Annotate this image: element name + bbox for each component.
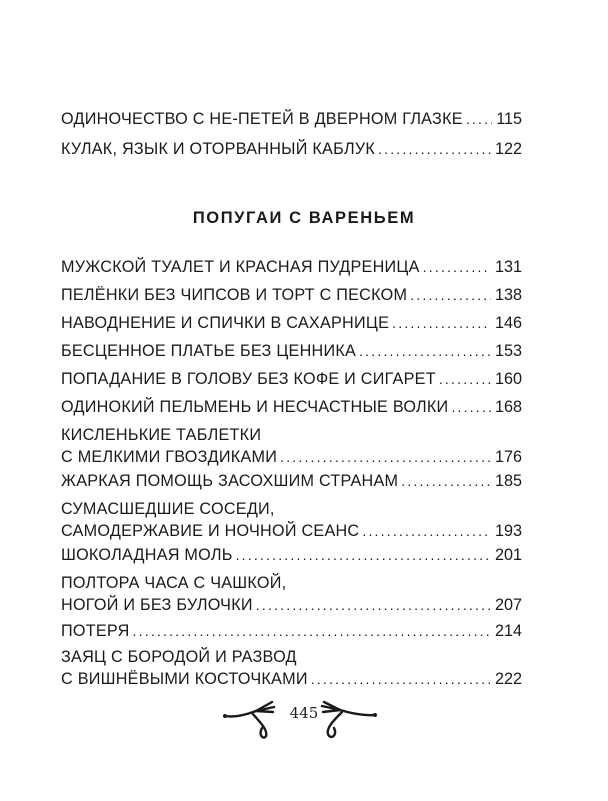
toc-entry <box>61 368 522 390</box>
toc-entry-page: 138 <box>494 286 522 304</box>
toc-entry-title: ПОЛТОРА ЧАСА С ЧАШКОЙ, <box>61 574 287 592</box>
toc-line <box>61 520 522 542</box>
dot-leader <box>378 138 491 160</box>
toc-line <box>61 284 522 306</box>
toc-entry-title: С МЕЛКИМИ ГВОЗДИКАМИ <box>61 448 278 466</box>
toc-entry-page: 176 <box>494 448 522 466</box>
dot-leader <box>280 446 491 468</box>
toc-entry <box>61 284 522 306</box>
toc-entry-title: НОГОЙ И БЕЗ БУЛОЧКИ <box>61 596 253 614</box>
toc-line <box>61 498 522 520</box>
fork-ornament-icon <box>222 692 280 742</box>
dot-leader <box>410 284 491 306</box>
dot-leader <box>451 396 491 418</box>
dot-leader <box>256 594 491 616</box>
toc-entry-title: ШОКОЛАДНАЯ МОЛЬ <box>61 546 233 564</box>
toc-entry-page: 153 <box>494 342 522 360</box>
toc-line <box>61 446 522 468</box>
toc-entry-title: ПОПАДАНИЕ В ГОЛОВУ БЕЗ КОФЕ И СИГАРЕТ <box>61 370 436 388</box>
fork-ornament-icon <box>318 692 378 742</box>
toc-line <box>61 646 522 668</box>
toc-entry-page: 115 <box>496 110 522 128</box>
toc-entry-title: БЕСЦЕННОЕ ПЛАТЬЕ БЕЗ ЦЕННИКА <box>61 342 357 360</box>
toc-line <box>61 340 522 362</box>
toc-entry-page: 185 <box>494 472 522 490</box>
toc-entry <box>61 312 522 334</box>
toc-entry-page: 168 <box>494 398 522 416</box>
page-number: 445 <box>289 704 319 722</box>
toc-entry-title: ПЕЛЁНКИ БЕЗ ЧИПСОВ И ТОРТ С ПЕСКОМ <box>61 286 408 304</box>
toc-entry-title: ОДИНОЧЕСТВО С НЕ-ПЕТЕЙ В ДВЕРНОМ ГЛАЗКЕ <box>61 110 463 128</box>
toc-entry-title: КИСЛЕНЬКИЕ ТАБЛЕТКИ <box>61 426 262 444</box>
toc-entry-page: 207 <box>494 596 522 614</box>
dot-leader <box>392 312 491 334</box>
toc-entry <box>61 340 522 362</box>
toc-entry-title: ЖАРКАЯ ПОМОЩЬ ЗАСОХШИМ СТРАНАМ <box>61 472 399 490</box>
toc-entry <box>61 498 522 542</box>
toc-line <box>61 572 522 594</box>
toc-entry <box>61 620 522 642</box>
toc-line <box>61 544 522 566</box>
toc-entry-page: 201 <box>494 546 522 564</box>
dot-leader <box>401 470 491 492</box>
toc-entry-title: МУЖСКОЙ ТУАЛЕТ И КРАСНАЯ ПУДРЕНИЦА <box>61 258 420 276</box>
toc-entry <box>61 470 522 492</box>
dot-leader <box>133 620 491 642</box>
toc-entry-page: 222 <box>494 670 522 688</box>
toc-entry-title: ЗАЯЦ С БОРОДОЙ И РАЗВОД <box>61 648 297 666</box>
toc-entry-title: С ВИШНЁВЫМИ КОСТОЧКАМИ <box>61 670 308 688</box>
toc-entry-page: 122 <box>494 140 522 158</box>
toc-entry <box>61 138 522 160</box>
toc-entry <box>61 256 522 278</box>
toc-entry-title: СУМАСШЕДШИЕ СОСЕДИ, <box>61 500 275 518</box>
toc-entry-title: САМОДЕРЖАВИЕ И НОЧНОЙ СЕАНС <box>61 522 360 540</box>
toc-entry <box>61 424 522 468</box>
dot-leader <box>236 544 491 566</box>
toc-entry-title: НАВОДНЕНИЕ И СПИЧКИ В САХАРНИЦЕ <box>61 314 390 332</box>
toc-entry <box>61 396 522 418</box>
dot-leader <box>466 108 492 130</box>
toc-entry <box>61 572 522 616</box>
toc-line <box>61 470 522 492</box>
toc-entry-page: 160 <box>494 370 522 388</box>
toc-entry <box>61 108 522 130</box>
toc-entry-page: 131 <box>494 258 522 276</box>
toc-line <box>61 424 522 446</box>
toc-line <box>61 368 522 390</box>
dot-leader <box>423 256 491 278</box>
toc-entry-page: 193 <box>494 522 522 540</box>
toc-entry-page: 214 <box>494 622 522 640</box>
toc-entry-page: 146 <box>494 314 522 332</box>
toc-line <box>61 620 522 642</box>
toc-line <box>61 668 522 690</box>
dot-leader <box>359 340 491 362</box>
toc-line <box>61 594 522 616</box>
toc-entry-title: КУЛАК, ЯЗЫК И ОТОРВАННЫЙ КАБЛУК <box>61 140 376 158</box>
dot-leader <box>362 520 491 542</box>
toc-entry-title: ПОТЕРЯ <box>61 622 130 640</box>
page-footer <box>0 692 608 752</box>
section-heading: ПОПУГАИ С ВАРЕНЬЕМ <box>192 209 416 227</box>
dot-leader <box>439 368 491 390</box>
toc-entry <box>61 544 522 566</box>
toc-line <box>61 138 522 160</box>
toc-line <box>61 256 522 278</box>
toc-entry-title: ОДИНОКИЙ ПЕЛЬМЕНЬ И НЕСЧАСТНЫЕ ВОЛКИ <box>61 398 449 416</box>
dot-leader <box>311 668 491 690</box>
toc-line <box>61 396 522 418</box>
toc-line <box>61 108 522 130</box>
toc-entry <box>61 646 522 690</box>
toc-line <box>61 312 522 334</box>
